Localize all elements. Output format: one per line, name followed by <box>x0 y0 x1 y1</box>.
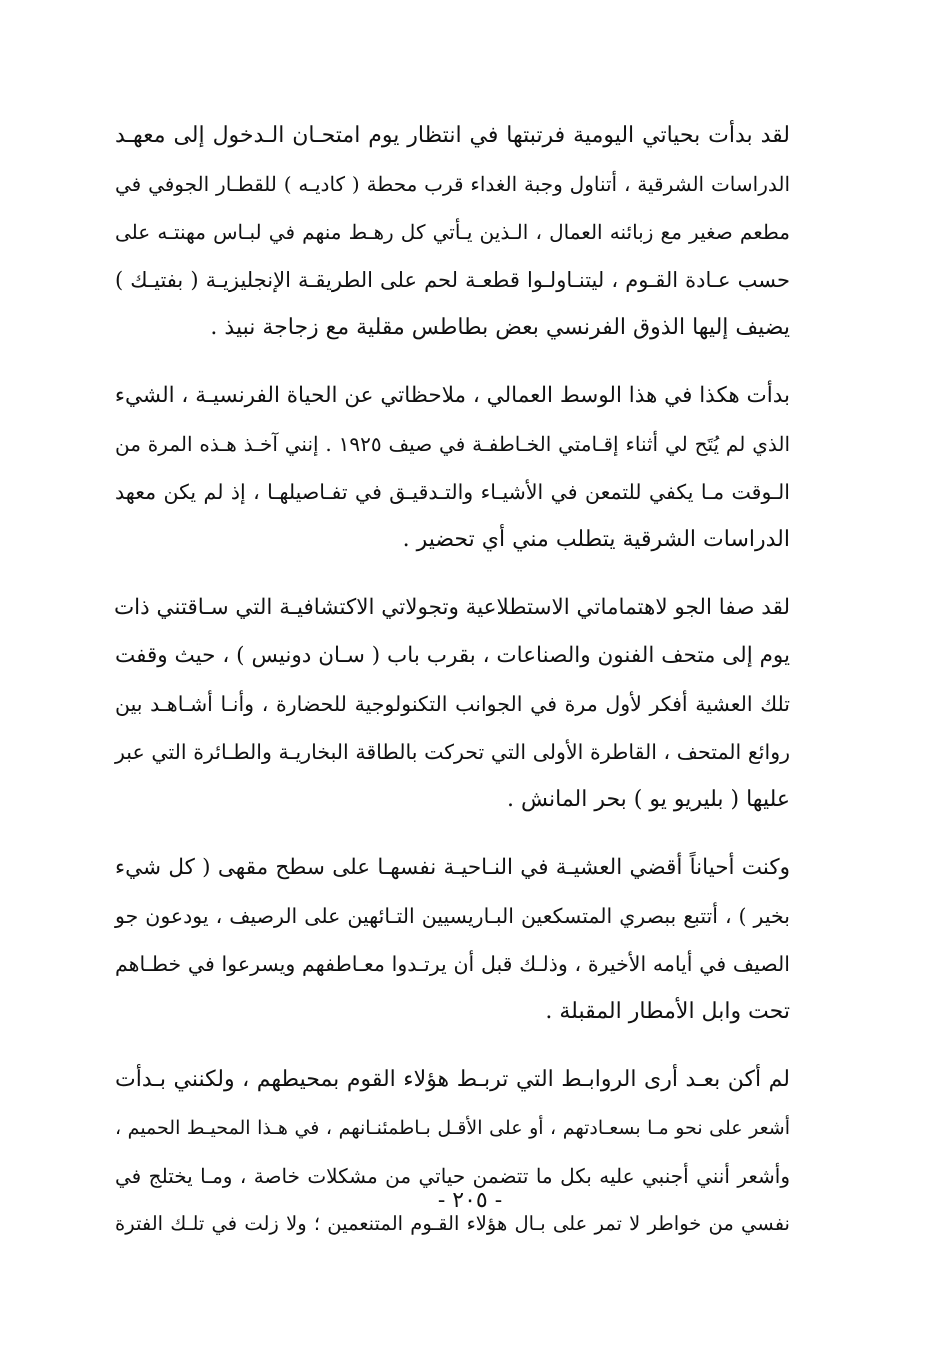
paragraph-2 <box>115 372 790 564</box>
text-line: وكنت أحياناً أقضي العشيـة في النـاحيـة نفسهـا على سطح مقهى ( كل شيء <box>115 855 790 880</box>
text-line: الـوقت مـا يكفي للتمعن في الأشيـاء والتـدقيـق في تفـاصيلهـا ، إذ لم يكن معهد <box>115 480 790 504</box>
text-line: تحت وابل الأمطار المقبلة . <box>545 999 790 1024</box>
paragraph-gap <box>115 824 790 844</box>
text-line: الصيف في أيامه الأخيرة ، وذلـك قبل أن يرتـدوا معـاطفهم ويسرعوا في خطـاهم <box>115 952 790 976</box>
text-line: الدراسات الشرقية يتطلب مني أي تحضير . <box>402 527 790 552</box>
text-line: لقد صفا الجو لاهتماماتي الاستطلاعية وتجولاتي الاكتشافيـة التي سـاقتني ذات <box>113 595 790 620</box>
text-line: أشعر على نحو مـا بسعـادتهم ، أو على الأقـل بـاطمئنـانهم ، في هـذا المحيـط الحميم ، <box>115 1117 790 1139</box>
page-number: - ٢٠٥ - <box>437 1188 503 1213</box>
text-line: الذي لم يُتَح لي أثناء إقـامتي الخـاطفـة في صيف ١٩٢٥ . إنني آخـذ هـذه المرة من <box>115 432 790 456</box>
paragraph-gap <box>115 564 790 584</box>
text-line: وأشعر أنني أجنبي عليه بكل ما تتضمن حياتي من مشكلات خاصة ، ومـا يختلج في <box>115 1164 790 1188</box>
text-line: نفسي من خواطر لا تمر على بـال هؤلاء القـوم المتنعمين ؛ ولا زلت في تلـك الفترة <box>115 1212 790 1235</box>
text-line: تلك العشية أفكر لأول مرة في الجوانب التكنولوجية للحضارة ، وأنـا أشـاهـد بين <box>115 692 790 716</box>
text-line: يوم إلى متحف الفنون والصناعات ، بقرب باب ( سـان دونيس ) ، حيث وقفت <box>115 643 790 668</box>
text-line: عليها ( بليريو يو ) بحر المانش . <box>506 787 790 812</box>
paragraph-1 <box>115 112 790 352</box>
text-line: يضيف إليها الذوق الفرنسي بعض بطاطس مقلية مع زجاجة نبيذ . <box>210 315 790 340</box>
text-line: بدأت هكذا في هذا الوسط العمالي ، ملاحظاتي عن الحياة الفرنسيـة ، الشيء <box>114 383 790 408</box>
text-line: حسب عـادة القـوم ، ليتنـاولـوا قطعـة لحم على الطريقـة الإنجليزيـة ( بفتيـك ) <box>115 268 790 292</box>
text-line: الدراسات الشرقية ، أتناول وجبة الغداء قرب محطة ( كاديـه ) للقطـار الجوفي في <box>115 172 790 196</box>
paragraph-gap <box>115 1036 790 1056</box>
text-line: لم أكن بعـد أرى الروابـط التي تربـط هؤلاء القوم بمحيطهم ، ولكنني بـدأت <box>115 1067 790 1092</box>
text-line: بخير ) ، أتتبع ببصري المتسكعين البـاريسيين التـائهين على الرصيف ، يودعون جو <box>115 904 790 928</box>
page-text <box>115 112 790 1248</box>
text-line: مطعم صغير مع زبائنه العمال ، الـذين يـأتي كل رهـط منهم في لبـاس مهنتـه على <box>115 220 790 244</box>
text-line: لقد بدأت بحياتي اليومية فرتبتها في انتظار يوم امتحـان الـدخول إلى معهـد <box>115 123 790 148</box>
paragraph-5 <box>115 1056 790 1248</box>
paragraph-4 <box>115 844 790 1036</box>
paragraph-gap <box>115 352 790 372</box>
text-line: روائع المتحف ، القاطرة الأولى التي تحركت بالطاقة البخاريـة والطـائرة التي عبر <box>115 740 790 764</box>
paragraph-3 <box>115 584 790 824</box>
